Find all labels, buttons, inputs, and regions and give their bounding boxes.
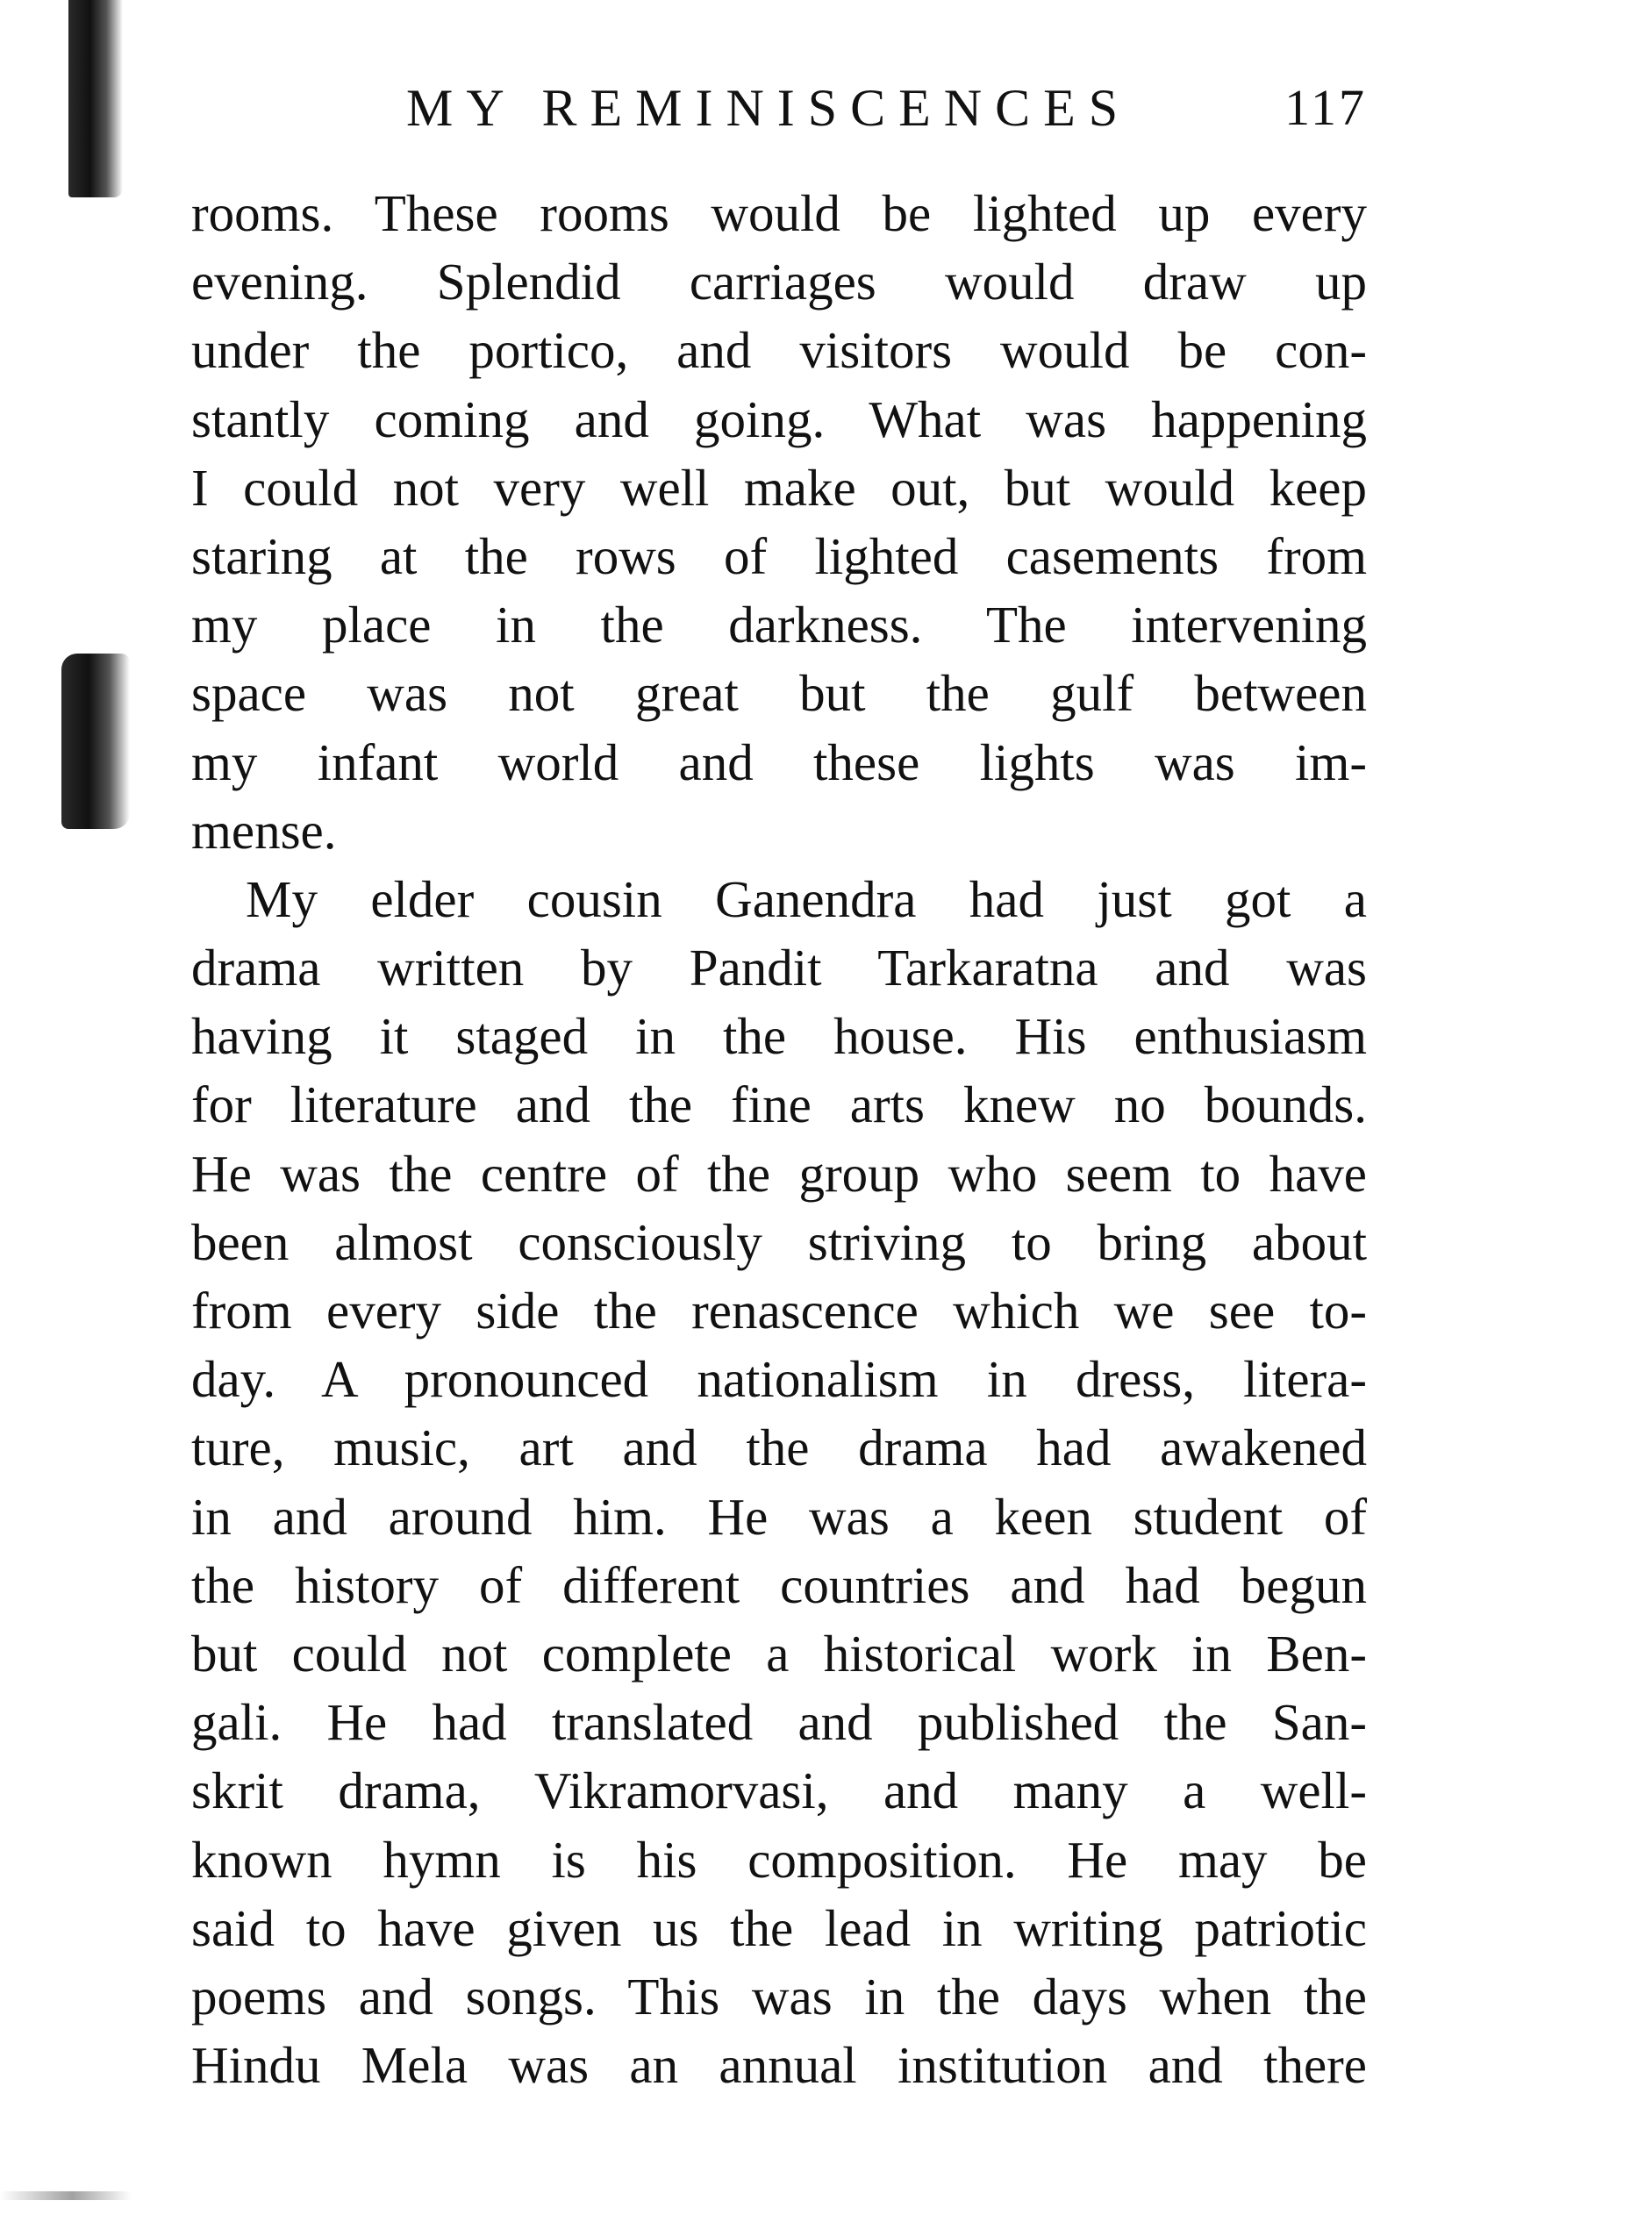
text-line: for literature and the fine arts knew no bounds. <box>191 1075 1367 1134</box>
text-line: skrit drama, Vikramorvasi, and many a well- <box>191 1761 1367 1820</box>
text-line: having it staged in the house. His enthusiasm <box>191 1007 1367 1066</box>
scan-shadow-middle <box>61 654 130 829</box>
text-line: said to have given us the lead in writing patriotic <box>191 1898 1367 1957</box>
text-line: My elder cousin Ganendra had just got a <box>246 869 1367 928</box>
scan-speck-bottom <box>0 2191 132 2200</box>
text-line: mense. <box>191 801 337 860</box>
text-line: been almost consciously striving to bring about <box>191 1212 1367 1271</box>
text-line: poems and songs. This was in the days when the <box>191 1967 1367 2026</box>
text-line: my infant world and these lights was im- <box>191 732 1367 791</box>
text-line: my place in the darkness. The intervening <box>191 596 1367 654</box>
text-line: stantly coming and going. What was happening <box>191 389 1367 448</box>
text-line: ture, music, art and the drama had awakened <box>191 1418 1367 1477</box>
text-line: gali. He had translated and published the San- <box>191 1693 1367 1752</box>
text-line: the history of different countries and had begun <box>191 1555 1367 1614</box>
text-line: in and around him. He was a keen student of <box>191 1487 1367 1546</box>
text-line: staring at the rows of lighted casements from <box>191 526 1367 585</box>
page-number: 117 <box>1284 79 1367 136</box>
text-line: from every side the renascence which we see to- <box>191 1282 1367 1340</box>
text-line: but could not complete a historical work in Ben- <box>191 1624 1367 1683</box>
text-line: day. A pronounced nationalism in dress, litera- <box>191 1350 1367 1409</box>
running-title: MY REMINISCENCES <box>406 79 1132 137</box>
text-line: I could not very well make out, but would keep <box>191 458 1367 517</box>
running-head <box>191 68 1367 147</box>
text-line: evening. Splendid carriages would draw up <box>191 253 1367 311</box>
text-line: rooms. These rooms would be lighted up every <box>191 184 1367 242</box>
scan-shadow-top <box>68 0 123 197</box>
text-line: under the portico, and visitors would be con- <box>191 321 1367 380</box>
text-line: He was the centre of the group who seem to have <box>191 1144 1367 1203</box>
text-line: drama written by Pandit Tarkaratna and was <box>191 939 1367 997</box>
body-text <box>191 179 1367 2099</box>
text-line: known hymn is his composition. He may be <box>191 1830 1367 1889</box>
text-line: space was not great but the gulf between <box>191 664 1367 723</box>
text-line: Hindu Mela was an annual institution and there <box>191 2036 1367 2095</box>
